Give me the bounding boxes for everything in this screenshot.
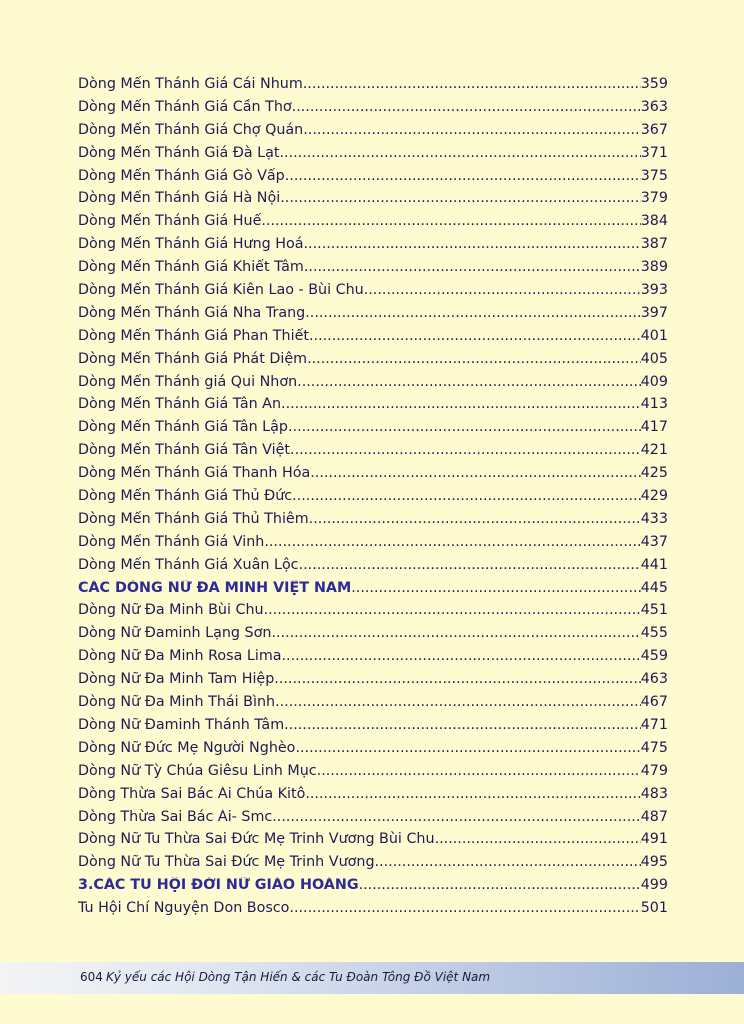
dot-leader xyxy=(264,534,640,550)
toc-entry-title: Dòng Nữ Đa Minh Rosa Lima xyxy=(78,648,282,665)
dot-leader xyxy=(292,488,641,504)
toc-entry-page: 375 xyxy=(640,167,668,184)
dot-leader xyxy=(264,602,641,618)
toc-entry-title: Dòng Mến Thánh Giá Phan Thiết xyxy=(78,327,309,344)
toc-entry-title: Tu Hội Chí Nguyện Don Bosco xyxy=(78,900,290,917)
dot-leader xyxy=(295,740,640,756)
toc-entry-title: Dòng Nữ Đa Minh Thái Bình xyxy=(78,694,276,711)
toc-entry-title: Dòng Nữ Đa Minh Tam Hiệp xyxy=(78,671,275,688)
toc-entry-page: 483 xyxy=(640,785,668,802)
toc-entry-title: Dòng Mến Thánh Giá Cái Nhum xyxy=(78,76,303,92)
toc-entry-page: 491 xyxy=(640,831,668,848)
toc-entry xyxy=(78,351,668,374)
dot-leader xyxy=(303,76,641,92)
toc-entry-page: 371 xyxy=(640,144,668,161)
dot-leader xyxy=(303,122,640,138)
page-footer xyxy=(0,962,744,994)
toc-entry xyxy=(78,236,668,259)
toc-entry xyxy=(78,854,668,877)
toc-entry xyxy=(78,259,668,282)
toc-entry-title: Dòng Nữ Tu Thừa Sai Đức Mẹ Trinh Vương xyxy=(78,854,375,871)
toc-entry-page: 363 xyxy=(640,98,668,115)
toc-entry-page: 425 xyxy=(640,465,668,482)
toc-entry-title: Dòng Mến Thánh Giá Tân Việt xyxy=(78,442,291,459)
toc-entry-title: Dòng Nữ Tu Thừa Sai Đức Mẹ Trinh Vương Bùi Chu xyxy=(78,831,435,848)
dot-leader xyxy=(285,168,641,184)
dot-leader xyxy=(284,717,641,733)
toc-entry-title: Dòng Nữ Đa Minh Bùi Chu xyxy=(78,602,264,619)
toc-entry-title: Dòng Nữ Đaminh Thánh Tâm xyxy=(78,716,285,733)
toc-entry xyxy=(78,168,668,191)
dot-leader xyxy=(359,877,641,893)
toc-entry xyxy=(78,625,668,648)
toc-entry-title: Dòng Nữ Đức Mẹ Người Nghèo xyxy=(78,739,296,756)
toc-entry xyxy=(78,442,668,465)
toc-entry-page: 471 xyxy=(640,716,668,733)
toc-entry xyxy=(78,145,668,168)
toc-entry xyxy=(78,648,668,671)
toc-entry-title: Dòng Mến Thánh Giá Thủ Đức xyxy=(78,488,293,505)
toc-entry xyxy=(78,717,668,740)
toc-entry-title: Dòng Mến Thánh Giá Xuân Lộc xyxy=(78,556,299,573)
toc-entry-title: Dòng Mến Thánh Giá Hưng Hoá xyxy=(78,236,304,253)
dot-leader xyxy=(304,259,641,275)
toc-entry-page: 433 xyxy=(640,510,668,527)
toc-entry-page: 389 xyxy=(640,259,668,276)
toc-entry-title: Dòng Mến Thánh Giá Vinh xyxy=(78,533,265,550)
dot-leader xyxy=(290,442,641,458)
dot-leader xyxy=(261,213,640,229)
dot-leader xyxy=(309,328,641,344)
toc-entry-page: 401 xyxy=(640,327,668,344)
toc-entry-page: 413 xyxy=(640,396,668,413)
toc-entry-title: Dòng Mến Thánh Giá Chợ Quán xyxy=(78,121,304,138)
dot-leader xyxy=(375,854,641,870)
dot-leader xyxy=(309,511,641,527)
dot-leader xyxy=(274,671,640,687)
toc-entry xyxy=(78,396,668,419)
toc-entry xyxy=(78,76,668,99)
toc-entry xyxy=(78,282,668,305)
dot-leader xyxy=(305,786,640,802)
toc-entry-page: 463 xyxy=(640,671,668,688)
dot-leader xyxy=(299,557,641,573)
dot-leader xyxy=(304,236,641,252)
toc-entry-title: Dòng Mến Thánh Giá Hà Nội xyxy=(78,190,281,207)
toc-entry-page: 487 xyxy=(640,808,668,825)
toc-entry xyxy=(78,534,668,557)
dot-leader xyxy=(281,396,641,412)
dot-leader xyxy=(279,145,640,161)
toc-entry xyxy=(78,328,668,351)
toc-entry xyxy=(78,694,668,717)
toc-entry xyxy=(78,374,668,397)
toc-entry-title: Dòng Mến Thánh Giá Huế xyxy=(78,213,262,230)
dot-leader xyxy=(289,900,640,916)
toc-entry xyxy=(78,488,668,511)
toc-entry xyxy=(78,511,668,534)
toc-entry xyxy=(78,99,668,122)
dot-leader xyxy=(310,465,640,481)
toc-entry-page: 451 xyxy=(640,602,668,619)
toc-entry-title: 3.CÁC TU HỘI ĐỜI NỮ GIÁO HOÀNG xyxy=(78,877,359,894)
toc-entry xyxy=(78,809,668,832)
toc-entry-page: 479 xyxy=(640,762,668,779)
toc-entry-page: 495 xyxy=(640,854,668,871)
toc-entry-title: Dòng Mến Thánh Giá Thủ Thiêm xyxy=(78,510,309,527)
toc-entry xyxy=(78,419,668,442)
toc-entry xyxy=(78,190,668,213)
toc-section-heading xyxy=(78,877,668,900)
toc-entry-page: 445 xyxy=(640,579,668,596)
dot-leader xyxy=(435,831,641,847)
toc-entry xyxy=(78,831,668,854)
toc-entry-page: 429 xyxy=(640,488,668,505)
toc-entry-page: 441 xyxy=(640,556,668,573)
toc-entry-title: Dòng Mến Thánh Giá Cần Thơ xyxy=(78,98,292,115)
toc-entry-page: 499 xyxy=(640,877,668,894)
footer-title: Kỷ yếu các Hội Dòng Tận Hiến & các Tu Đoàn Tông Đồ Việt Nam xyxy=(106,970,491,984)
toc-entry-page: 379 xyxy=(640,190,668,207)
toc-entry-title: Dòng Mến Thánh Giá Tân An xyxy=(78,396,282,413)
toc-entry-title: Dòng Mến Thánh Giá Gò Vấp xyxy=(78,167,285,184)
dot-leader xyxy=(275,694,641,710)
toc-entry-page: 409 xyxy=(640,373,668,390)
toc-entry-title: Dòng Mến Thánh giá Qui Nhơn xyxy=(78,373,298,390)
toc-entry-title: Dòng Thừa Sai Bác Ái Chúa Kitô xyxy=(78,785,306,802)
dot-leader xyxy=(288,419,641,435)
toc-entry-title: Dòng Nữ Tỳ Chúa Giêsu Linh Mục xyxy=(78,762,317,779)
toc-entry-page: 467 xyxy=(640,694,668,711)
toc-entry-page: 501 xyxy=(640,900,668,917)
toc-entry-page: 475 xyxy=(640,739,668,756)
toc-section-heading xyxy=(78,580,668,603)
dot-leader xyxy=(351,580,640,596)
toc-entry-page: 405 xyxy=(640,350,668,367)
dot-leader xyxy=(292,99,641,115)
toc-entry xyxy=(78,602,668,625)
toc-entry-title: Dòng Thừa Sai Bác Ái- Smc xyxy=(78,808,273,825)
toc-entry-title: Dòng Mến Thánh Giá Đà Lạt xyxy=(78,144,280,161)
dot-leader xyxy=(305,305,640,321)
toc-entry xyxy=(78,786,668,809)
toc-entry-page: 397 xyxy=(640,304,668,321)
dot-leader xyxy=(271,625,640,641)
toc-entry-title: Dòng Mến Thánh Giá Phát Diệm xyxy=(78,350,308,367)
dot-leader xyxy=(272,809,640,825)
toc-entry-page: 393 xyxy=(640,282,668,299)
toc-entry-page: 387 xyxy=(640,236,668,253)
dot-leader xyxy=(282,648,641,664)
dot-leader xyxy=(297,374,641,390)
toc-entry-title: Dòng Mến Thánh Giá Khiết Tâm xyxy=(78,259,304,276)
toc-entry-title: Dòng Mến Thánh Giá Tân Lập xyxy=(78,419,288,436)
toc-entry-page: 455 xyxy=(640,625,668,642)
toc-entry-page: 384 xyxy=(640,213,668,230)
toc-entry xyxy=(78,213,668,236)
toc-entry xyxy=(78,671,668,694)
toc-entry-page: 367 xyxy=(640,121,668,138)
footer-page-number: 604 xyxy=(80,970,103,984)
toc-entry-title: Dòng Mến Thánh Giá Nha Trang xyxy=(78,304,306,321)
toc-entry-page: 437 xyxy=(640,533,668,550)
toc-entry xyxy=(78,305,668,328)
toc-entry xyxy=(78,557,668,580)
toc-entry xyxy=(78,900,668,923)
toc-entry-title: Dòng Mến Thánh Giá Thanh Hóa xyxy=(78,465,311,482)
dot-leader xyxy=(280,190,640,206)
table-of-contents xyxy=(78,76,668,923)
toc-entry xyxy=(78,740,668,763)
toc-entry xyxy=(78,763,668,786)
toc-entry-title: CÁC DÒNG NỮ ĐA MINH VIỆT NAM xyxy=(78,579,352,596)
toc-entry-title: Dòng Nữ Đaminh Lạng Sơn xyxy=(78,625,272,642)
toc-entry-page: 417 xyxy=(640,419,668,436)
toc-entry xyxy=(78,465,668,488)
dot-leader xyxy=(307,351,641,367)
toc-entry-page: 421 xyxy=(640,442,668,459)
dot-leader xyxy=(317,763,641,779)
toc-entry-page: 359 xyxy=(640,76,668,92)
toc-entry xyxy=(78,122,668,145)
toc-entry-page: 459 xyxy=(640,648,668,665)
dot-leader xyxy=(364,282,641,298)
toc-entry-title: Dòng Mến Thánh Giá Kiên Lao - Bùi Chu xyxy=(78,282,364,299)
